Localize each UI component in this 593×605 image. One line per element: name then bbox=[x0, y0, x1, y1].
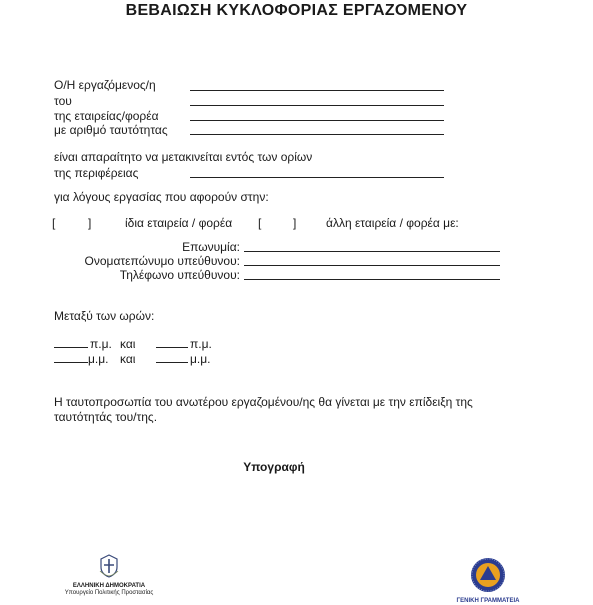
checkbox-other-close[interactable]: ] bbox=[293, 216, 297, 230]
company-name-label: Επωνυμία: bbox=[182, 240, 240, 254]
footer-left-logo bbox=[54, 554, 164, 597]
work-reasons-text: για λόγους εργασίας που αφορούν στην: bbox=[54, 190, 269, 204]
footer-left-org: ΕΛΛΗΝΙΚΗ ΔΗΜΟΚΡΑΤΙΑ bbox=[72, 583, 146, 589]
movement-text: είναι απαραίτητο να μετακινείται εντός των ορίων bbox=[54, 150, 313, 164]
am-label-2: π.μ. bbox=[190, 337, 212, 351]
other-company-label: άλλη εταιρεία / φορέα με: bbox=[326, 216, 459, 230]
responsible-name-line[interactable] bbox=[244, 265, 500, 266]
company-name-line[interactable] bbox=[244, 251, 500, 252]
id-number-line[interactable] bbox=[190, 134, 444, 135]
father-name-line[interactable] bbox=[190, 105, 444, 106]
signature-label: Υπογραφή bbox=[243, 460, 305, 474]
and-label-2: και bbox=[120, 352, 136, 366]
identification-text-1: Η ταυτοπροσωπία του ανωτέρου εργαζομένου/ης θα γίνεται με την επίδειξη της bbox=[54, 395, 473, 409]
same-company-label: ίδια εταιρεία / φορέα bbox=[125, 216, 233, 230]
region-label: της περιφέρειας bbox=[54, 166, 139, 180]
pm-label-1: μ.μ. bbox=[88, 352, 109, 366]
checkbox-same-close[interactable]: ] bbox=[88, 216, 92, 230]
id-number-label: με αριθμό ταυτότητας bbox=[54, 123, 168, 137]
hour-from-am-line[interactable] bbox=[54, 347, 88, 348]
region-line[interactable] bbox=[190, 177, 444, 178]
responsible-name-label: Ονοματεπώνυμο υπεύθυνου: bbox=[84, 254, 240, 268]
responsible-phone-line[interactable] bbox=[244, 279, 500, 280]
civil-protection-seal-icon bbox=[470, 557, 506, 593]
company-label: της εταιρείας/φορέα bbox=[54, 109, 159, 123]
hour-from-pm-line[interactable] bbox=[54, 362, 88, 363]
hours-label: Μεταξύ των ωρών: bbox=[54, 309, 155, 323]
checkbox-other-open[interactable]: [ bbox=[258, 216, 262, 230]
footer-left-ministry: Υπουργείο Πολιτικής Προστασίας bbox=[64, 590, 154, 596]
hour-to-am-line[interactable] bbox=[156, 347, 188, 348]
company-line[interactable] bbox=[190, 120, 444, 121]
identification-text-2: ταυτότητάς του/της. bbox=[54, 410, 158, 424]
footer-right-org: ΓΕΝΙΚΗ ΓΡΑΜΜΑΤΕΙΑ bbox=[456, 598, 520, 604]
hour-to-pm-line[interactable] bbox=[156, 362, 188, 363]
document-title: ΒΕΒΑΙΩΣΗ ΚΥΚΛΟΦΟΡΙΑΣ ΕΡΓΑΖΟΜΕΝΟΥ bbox=[125, 2, 468, 19]
responsible-phone-label: Τηλέφωνο υπεύθυνου: bbox=[119, 268, 240, 282]
footer-right-logo bbox=[448, 557, 528, 605]
am-label-1: π.μ. bbox=[90, 337, 112, 351]
employee-name-line[interactable] bbox=[190, 90, 444, 91]
pm-label-2: μ.μ. bbox=[190, 352, 211, 366]
greek-emblem-icon bbox=[98, 554, 120, 578]
checkbox-same-open[interactable]: [ bbox=[52, 216, 56, 230]
employee-label: Ο/Η εργαζόμενος/η bbox=[54, 78, 156, 92]
and-label-1: και bbox=[120, 337, 136, 351]
father-label: του bbox=[54, 94, 72, 108]
